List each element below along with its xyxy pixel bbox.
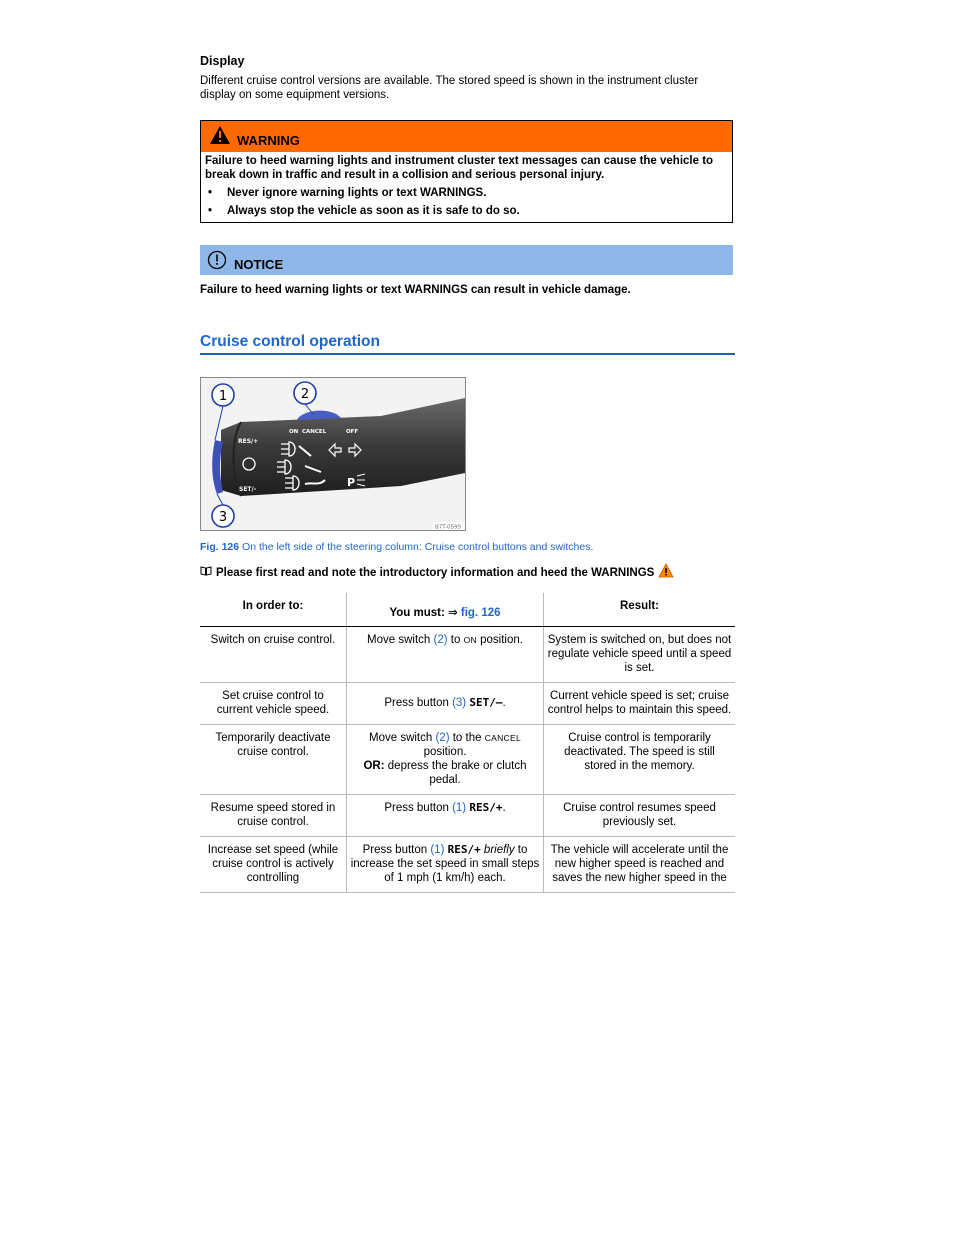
table-row	[200, 683, 735, 725]
notice-exclamation-icon	[207, 250, 227, 275]
warning-triangle-icon	[209, 125, 231, 150]
action-text: Press button	[384, 802, 453, 814]
notice-header	[200, 245, 733, 275]
steering-column-lever-figure	[200, 377, 466, 531]
row-result: The vehicle will accelerate until the new higher speed is reached and saves the new higher speed in the	[544, 837, 736, 893]
table-row	[200, 837, 735, 893]
table-row	[200, 627, 735, 683]
briefly-text: briefly	[480, 844, 515, 856]
header-action-prefix: You must: ⇒	[389, 607, 458, 619]
fig-126-link[interactable]: fig. 126	[460, 607, 501, 619]
callout-2-label: 2	[300, 387, 310, 402]
action-text: to increase the set speed in small steps of 1 mph (1 km/h) each.	[350, 844, 540, 884]
action-text: position.	[476, 634, 523, 646]
row-action	[347, 683, 544, 725]
callout-3-label: 3	[218, 510, 228, 525]
or-label: OR:	[363, 760, 385, 772]
action-text: depress the brake or clutch pedal.	[384, 760, 527, 786]
cruise-section-heading	[200, 333, 735, 355]
lever-illustration	[201, 378, 465, 530]
notice-text: Failure to heed warning lights or text WARNINGS can result in vehicle damage.	[200, 284, 631, 296]
header-goal: In order to:	[200, 593, 347, 627]
warning-bullet-list	[205, 186, 728, 218]
callout-1-label: 1	[218, 389, 228, 404]
table-row	[200, 725, 735, 795]
row-goal: Set cruise control to current vehicle speed.	[200, 683, 347, 725]
warning-bullet: • Always stop the vehicle as soon as it is safe to do so.	[205, 204, 728, 218]
row-action	[347, 725, 544, 795]
row-result: System is switched on, but does not regulate vehicle speed until a speed is set.	[544, 627, 736, 683]
warning-bullet: • Never ignore warning lights or text WARNINGS.	[205, 186, 728, 200]
figure-caption-text: On the left side of the steering column: Cruise control buttons and switches.	[242, 541, 594, 553]
display-intro-text: Different cruise control versions are available. The stored speed is shown in the instrument cluster display on some equipment versions.	[200, 75, 699, 101]
row-action	[347, 837, 544, 893]
action-text: Press button	[362, 844, 431, 856]
lever-off-label: OFF	[346, 429, 359, 435]
res-key-label: RES/+	[447, 843, 481, 856]
cruise-section-title: Cruise control operation	[200, 333, 380, 350]
warning-header	[201, 121, 732, 152]
warning-box	[200, 120, 733, 223]
lever-set-label: SET/-	[239, 486, 257, 493]
row-goal: Increase set speed (while cruise control is actively controlling	[200, 837, 347, 893]
row-result: Cruise control resumes speed previously set.	[544, 795, 736, 837]
read-note	[200, 563, 674, 579]
action-text: to	[447, 634, 464, 646]
figure-caption-number: Fig. 126	[200, 541, 240, 553]
res-key-label: RES/+	[469, 801, 503, 814]
display-section-title: Display	[200, 54, 245, 68]
button-3-ref[interactable]: (3)	[452, 697, 467, 709]
switch-2-ref[interactable]: (2)	[435, 732, 450, 744]
book-icon	[200, 566, 212, 579]
figure-caption	[200, 541, 593, 553]
warning-label: WARNING	[237, 133, 300, 148]
on-key-label: ON	[463, 635, 477, 645]
header-action	[347, 593, 544, 627]
action-text: .	[502, 802, 506, 814]
action-text: .	[502, 697, 506, 709]
lever-parking-label: P	[347, 476, 356, 489]
row-result: Current vehicle speed is set; cruise control helps to maintain this speed.	[544, 683, 736, 725]
warning-text: Failure to heed warning lights and instrument cluster text messages can cause the vehicle to break down in traffic and result in a collision and serious personal injury.	[205, 155, 714, 181]
read-note-text: Please first read and note the introductory information and heed the WARNINGS	[216, 567, 655, 579]
action-text: Press button	[384, 697, 453, 709]
row-goal: Resume speed stored in cruise control.	[200, 795, 347, 837]
lever-on-label: ON	[289, 429, 299, 435]
button-1-ref[interactable]: (1)	[430, 844, 445, 856]
header-result: Result:	[544, 593, 736, 627]
table-row	[200, 795, 735, 837]
row-result: Cruise control is temporarily deactivated. The speed is still stored in the memory.	[544, 725, 736, 795]
row-goal: Switch on cruise control.	[200, 627, 347, 683]
button-1-ref[interactable]: (1)	[452, 802, 467, 814]
cancel-key-label: CANCEL	[484, 733, 521, 743]
set-key-label: SET/–	[469, 696, 503, 709]
warning-body	[201, 152, 732, 222]
cruise-control-operation-table	[200, 593, 735, 893]
action-text: Move switch	[369, 732, 436, 744]
table-header-row	[200, 593, 735, 627]
action-text: to the	[449, 732, 485, 744]
warning-triangle-small-icon	[658, 567, 674, 579]
row-goal: Temporarily deactivate cruise control.	[200, 725, 347, 795]
row-action	[347, 627, 544, 683]
switch-2-ref[interactable]: (2)	[433, 634, 448, 646]
lever-res-label: RES/+	[238, 438, 259, 445]
lever-cancel-label: CANCEL	[302, 429, 327, 435]
row-action	[347, 795, 544, 837]
notice-label: NOTICE	[234, 257, 284, 272]
action-text: position.	[423, 746, 467, 758]
action-text: Move switch	[367, 634, 434, 646]
figure-code: B7T-0595	[435, 524, 462, 530]
